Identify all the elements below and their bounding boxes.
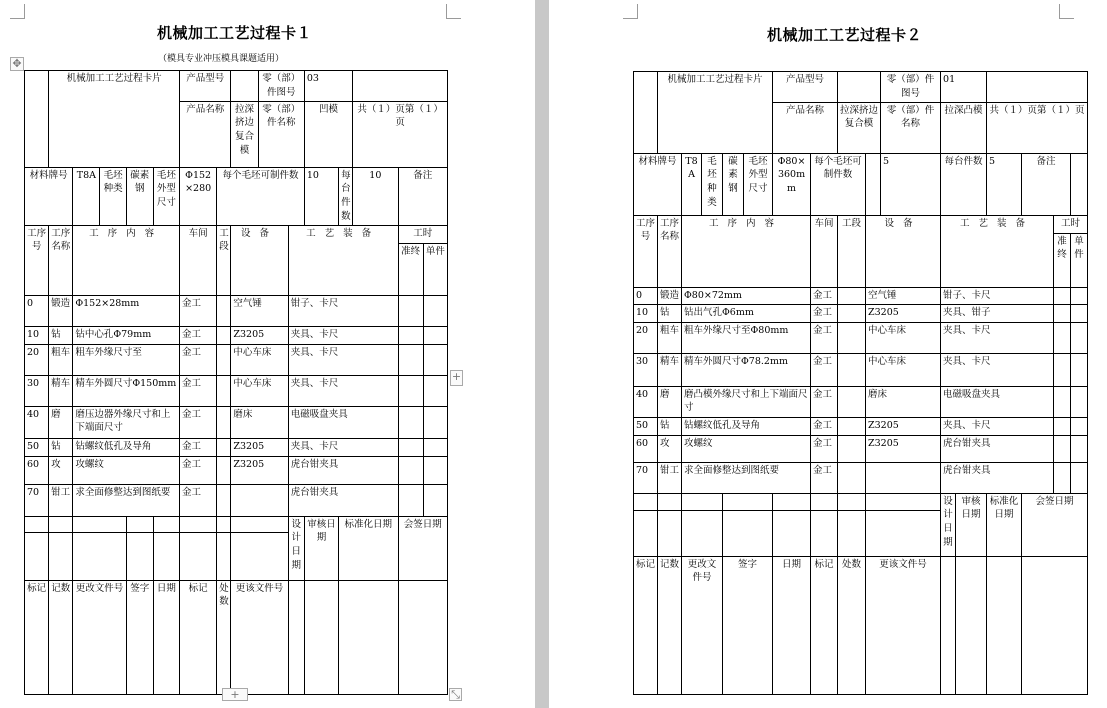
- table-row: [634, 417, 1088, 435]
- row-shop[interactable]: 金工: [811, 304, 838, 322]
- per-blank-value[interactable]: 5: [881, 153, 941, 215]
- row-fixture[interactable]: 夹具、钳子: [941, 304, 1054, 322]
- blank-size-value[interactable]: Φ152×280: [180, 167, 217, 225]
- row-section[interactable]: [217, 406, 231, 438]
- row-prep[interactable]: [1054, 386, 1071, 417]
- row-no[interactable]: 10: [634, 304, 658, 322]
- row-no[interactable]: 40: [634, 386, 658, 417]
- label-blank-size: 毛坯外型尺寸: [153, 167, 179, 225]
- row-name[interactable]: 精车: [49, 375, 73, 406]
- hdr-time: 工时: [1054, 215, 1088, 233]
- row-no[interactable]: 40: [25, 406, 49, 438]
- row-unit[interactable]: [1071, 417, 1088, 435]
- row-equip[interactable]: 空气锤: [866, 287, 941, 304]
- row-fixture[interactable]: 虎台钳夹具: [288, 456, 398, 484]
- hdr-section: 工段: [217, 225, 231, 295]
- part-drawing-value[interactable]: 01: [941, 72, 987, 103]
- document-page-2: [549, 0, 1107, 708]
- table-row: [634, 322, 1088, 353]
- label-remark: 备注: [398, 167, 448, 225]
- row-section[interactable]: [838, 304, 866, 322]
- table-resize-handle[interactable]: ⤡: [449, 688, 462, 701]
- row-content[interactable]: 攻螺纹: [73, 456, 180, 484]
- card-name: 机械加工工艺过程卡片: [658, 72, 773, 154]
- row-content[interactable]: Φ80×72mm: [682, 287, 811, 304]
- per-unit-value[interactable]: 10: [353, 167, 398, 225]
- row-content[interactable]: Φ152×28mm: [73, 295, 180, 326]
- row-fixture[interactable]: 夹具、卡尺: [288, 438, 398, 456]
- blank-cell: [353, 71, 448, 102]
- row-equip[interactable]: Z3205: [231, 456, 288, 484]
- row-fixture[interactable]: 夹具、卡尺: [941, 322, 1054, 353]
- table-row: [25, 344, 448, 375]
- label-per-unit: 每台件数: [339, 167, 353, 225]
- design-date: 设计日期: [288, 516, 304, 580]
- blank-type-value[interactable]: 碳素钢: [126, 167, 153, 225]
- row-content[interactable]: 钻中心孔Φ79mm: [73, 326, 180, 344]
- table-row: [25, 456, 448, 484]
- row-content[interactable]: 钻出气孔Φ6mm: [682, 304, 811, 322]
- label-product-name: 产品名称: [180, 101, 231, 167]
- row-fixture[interactable]: 钳子、卡尺: [288, 295, 398, 326]
- table-row: [25, 438, 448, 456]
- row-equip[interactable]: 中心车床: [231, 375, 288, 406]
- row-prep[interactable]: [1054, 322, 1071, 353]
- row-name[interactable]: 钻: [658, 417, 682, 435]
- row-prep[interactable]: [1054, 304, 1071, 322]
- row-content[interactable]: 钻螺纹低孔及导角: [73, 438, 180, 456]
- hdr-seq: 工序号: [634, 215, 658, 287]
- row-unit[interactable]: [423, 344, 447, 375]
- hdr-content: 工序内容: [73, 225, 180, 295]
- row-section[interactable]: [217, 326, 231, 344]
- row-name[interactable]: 钳工: [49, 484, 73, 516]
- table-move-handle[interactable]: ✥: [10, 57, 24, 71]
- card-name: 机械加工工艺过程卡片: [49, 71, 180, 168]
- label-blank-size: 毛坯外型尺寸: [744, 153, 773, 215]
- hdr-equip: 设备: [231, 225, 288, 295]
- row-prep[interactable]: [398, 375, 423, 406]
- product-model-value[interactable]: [231, 71, 258, 102]
- part-name-value[interactable]: 凹模: [304, 101, 352, 167]
- footer-change-doc-2: 更该文件号: [866, 556, 941, 694]
- row-name[interactable]: 粗车: [658, 322, 682, 353]
- row-equip[interactable]: 磨床: [866, 386, 941, 417]
- page-count: 共（１）页第（１）页: [987, 102, 1088, 153]
- row-prep[interactable]: [1054, 462, 1071, 493]
- row-name[interactable]: 磨: [49, 406, 73, 438]
- sign-date: 会签日期: [1022, 493, 1088, 556]
- row-no[interactable]: 0: [634, 287, 658, 304]
- row-equip[interactable]: [231, 484, 288, 516]
- label-material: 材料牌号: [25, 167, 73, 225]
- row-unit[interactable]: [1071, 353, 1088, 386]
- row-content[interactable]: 磨凸模外缘尺寸和上下端面尺寸: [682, 386, 811, 417]
- row-unit[interactable]: [1071, 386, 1088, 417]
- row-prep[interactable]: [398, 438, 423, 456]
- row-prep[interactable]: [398, 344, 423, 375]
- row-shop[interactable]: 金工: [180, 438, 217, 456]
- row-shop[interactable]: 金工: [811, 322, 838, 353]
- product-model-value[interactable]: [838, 72, 881, 103]
- standard-date: 标准化日期: [987, 493, 1022, 556]
- label-part-drawing: 零（部）件图号: [881, 72, 941, 103]
- row-equip[interactable]: Z3205: [866, 304, 941, 322]
- row-section[interactable]: [838, 322, 866, 353]
- blank-size-value[interactable]: Φ80×360mm: [773, 153, 811, 215]
- row-section[interactable]: [838, 353, 866, 386]
- row-unit[interactable]: [423, 375, 447, 406]
- row-name[interactable]: 钻: [658, 304, 682, 322]
- hdr-fixture: 工艺装备: [941, 215, 1054, 287]
- row-unit[interactable]: [423, 456, 447, 484]
- row-no[interactable]: 50: [25, 438, 49, 456]
- row-content[interactable]: 精车外圆尺寸Φ150mm: [73, 375, 180, 406]
- hdr-fixture: 工艺装备: [288, 225, 398, 295]
- row-no[interactable]: 30: [634, 353, 658, 386]
- row-content[interactable]: 求全面修整达到图纸要: [73, 484, 180, 516]
- hdr-prep: 准终: [1054, 233, 1071, 287]
- label-blank-type: 毛坯种类: [100, 167, 126, 225]
- table-row: [634, 435, 1088, 462]
- row-equip[interactable]: 空气锤: [231, 295, 288, 326]
- process-card-table-2: [633, 71, 1088, 695]
- hdr-name: 工序名称: [658, 215, 682, 287]
- row-equip[interactable]: 中心车床: [866, 322, 941, 353]
- row-unit[interactable]: [423, 326, 447, 344]
- product-name-value[interactable]: 拉深挤边复合模: [838, 102, 881, 153]
- label-material: 材料牌号: [634, 153, 682, 215]
- row-content[interactable]: 求全面修整达到图纸要: [682, 462, 811, 493]
- row-section[interactable]: [838, 386, 866, 417]
- table-row: [25, 295, 448, 326]
- margin-mark: [446, 4, 461, 19]
- blank-cell: [634, 72, 658, 154]
- row-name[interactable]: 攻: [658, 435, 682, 462]
- row-content[interactable]: 粗车外缘尺寸至: [73, 344, 180, 375]
- hdr-equip: 设备: [866, 215, 941, 287]
- row-unit[interactable]: [423, 438, 447, 456]
- hdr-prep: 准终: [398, 243, 423, 295]
- card-title: 机械加工工艺过程卡１: [157, 24, 313, 42]
- row-no[interactable]: 20: [25, 344, 49, 375]
- card-subtitle: （模具专业冲压模具课题适用）: [158, 54, 285, 64]
- row-no[interactable]: 30: [25, 375, 49, 406]
- row-name[interactable]: 钻: [49, 326, 73, 344]
- label-part-drawing: 零（部）件图号: [258, 71, 304, 102]
- row-unit[interactable]: [423, 406, 447, 438]
- margin-mark: [1059, 4, 1074, 19]
- footer-sign: 签字: [723, 556, 773, 694]
- footer-place: 处数: [838, 556, 866, 694]
- row-no[interactable]: 10: [25, 326, 49, 344]
- row-equip[interactable]: Z3205: [231, 326, 288, 344]
- row-section[interactable]: [838, 417, 866, 435]
- page-gap: [535, 0, 549, 708]
- row-name[interactable]: 精车: [658, 353, 682, 386]
- row-content[interactable]: 磨压边器外缘尺寸和上下端面尺寸: [73, 406, 180, 438]
- row-fixture[interactable]: 夹具、卡尺: [941, 417, 1054, 435]
- row-prep[interactable]: [398, 295, 423, 326]
- table-row: [25, 406, 448, 438]
- row-no[interactable]: 70: [634, 462, 658, 493]
- footer-mark: 标记: [634, 556, 658, 694]
- row-section[interactable]: [838, 462, 866, 493]
- row-equip[interactable]: 中心车床: [231, 344, 288, 375]
- label-blank-type: 毛坯种类: [702, 153, 723, 215]
- footer-count: 记数: [658, 556, 682, 694]
- row-name[interactable]: 锻造: [49, 295, 73, 326]
- hdr-seq: 工序号: [25, 225, 49, 295]
- row-fixture[interactable]: 夹具、卡尺: [288, 326, 398, 344]
- design-date: 设计日期: [941, 493, 956, 556]
- row-fixture[interactable]: 夹具、卡尺: [941, 353, 1054, 386]
- footer-change-doc: 更改文件号: [73, 580, 126, 694]
- footer-count: 记数: [49, 580, 73, 694]
- label-per-blank: 每个毛坯可制件数: [811, 153, 866, 215]
- row-no[interactable]: 50: [634, 417, 658, 435]
- margin-mark: [623, 4, 638, 19]
- row-section[interactable]: [217, 484, 231, 516]
- label-per-blank: 每个毛坯可制件数: [217, 167, 305, 225]
- row-fixture[interactable]: 虎台钳夹具: [941, 462, 1054, 493]
- footer-date: 日期: [773, 556, 811, 694]
- row-unit[interactable]: [423, 295, 447, 326]
- part-name-value[interactable]: 拉深凸模: [941, 102, 987, 153]
- footer-mark-2: 标记: [811, 556, 838, 694]
- hdr-unit: 单件: [423, 243, 447, 295]
- row-no[interactable]: 20: [634, 322, 658, 353]
- table-row: [634, 287, 1088, 304]
- blank-type-value[interactable]: 碳素钢: [723, 153, 744, 215]
- page-count: 共（１）页第（１）页: [353, 101, 448, 167]
- document-page-1: [0, 0, 535, 708]
- process-card-table-1: [24, 70, 448, 695]
- row-content[interactable]: 钻螺纹低孔及导角: [682, 417, 811, 435]
- footer-sign: 签字: [126, 580, 153, 694]
- hdr-workshop: 车间: [180, 225, 217, 295]
- row-section[interactable]: [217, 375, 231, 406]
- row-unit[interactable]: [1071, 462, 1088, 493]
- label-part-name: 零（部）件名称: [881, 102, 941, 153]
- row-fixture[interactable]: 虎台钳夹具: [941, 435, 1054, 462]
- row-unit[interactable]: [1071, 322, 1088, 353]
- row-shop[interactable]: 金工: [180, 326, 217, 344]
- row-prep[interactable]: [1054, 353, 1071, 386]
- footer-mark: 标记: [25, 580, 49, 694]
- row-shop[interactable]: 金工: [811, 417, 838, 435]
- row-unit[interactable]: [1071, 435, 1088, 462]
- row-shop[interactable]: 金工: [180, 344, 217, 375]
- row-section[interactable]: [217, 456, 231, 484]
- standard-date: 标准化日期: [339, 516, 398, 580]
- row-name[interactable]: 锻造: [658, 287, 682, 304]
- hdr-time: 工时: [398, 225, 448, 243]
- table-row: [25, 375, 448, 406]
- row-section[interactable]: [838, 435, 866, 462]
- row-fixture[interactable]: 电磁吸盘夹具: [288, 406, 398, 438]
- row-shop[interactable]: 金工: [180, 406, 217, 438]
- review-date: 审核日期: [304, 516, 338, 580]
- row-shop[interactable]: 金工: [811, 435, 838, 462]
- row-unit[interactable]: [1071, 287, 1088, 304]
- part-drawing-value[interactable]: 03: [304, 71, 352, 102]
- table-row: [634, 462, 1088, 493]
- table-row: [634, 353, 1088, 386]
- row-name[interactable]: 钻: [49, 438, 73, 456]
- hdr-section: 工段: [838, 215, 866, 287]
- row-section[interactable]: [838, 287, 866, 304]
- table-row: [25, 484, 448, 516]
- row-shop[interactable]: 金工: [180, 456, 217, 484]
- row-fixture[interactable]: 虎台钳夹具: [288, 484, 398, 516]
- hdr-name: 工序名称: [49, 225, 73, 295]
- table-row: [634, 304, 1088, 322]
- material-value[interactable]: T8A: [73, 167, 100, 225]
- row-prep[interactable]: [1054, 435, 1071, 462]
- row-prep[interactable]: [398, 326, 423, 344]
- row-shop[interactable]: 金工: [180, 375, 217, 406]
- row-no[interactable]: 60: [634, 435, 658, 462]
- row-prep[interactable]: [398, 484, 423, 516]
- row-equip[interactable]: Z3205: [231, 438, 288, 456]
- blank-cell: [25, 71, 49, 168]
- sign-date: 会签日期: [398, 516, 448, 580]
- row-fixture[interactable]: 钳子、卡尺: [941, 287, 1054, 304]
- table-row: [634, 386, 1088, 417]
- row-section[interactable]: [217, 295, 231, 326]
- row-no[interactable]: 70: [25, 484, 49, 516]
- margin-mark: [10, 4, 25, 19]
- row-name[interactable]: 攻: [49, 456, 73, 484]
- row-shop[interactable]: 金工: [180, 484, 217, 516]
- row-equip[interactable]: Z3205: [866, 435, 941, 462]
- blank-cell: [987, 72, 1088, 103]
- label-part-name: 零（部）件名称: [258, 101, 304, 167]
- hdr-content: 工序内容: [682, 215, 811, 287]
- review-date: 审核日期: [956, 493, 987, 556]
- row-equip[interactable]: 中心车床: [866, 353, 941, 386]
- footer-mark-2: 标记: [180, 580, 217, 694]
- row-prep[interactable]: [398, 406, 423, 438]
- row-unit[interactable]: [423, 484, 447, 516]
- row-unit[interactable]: [1071, 304, 1088, 322]
- label-product-model: 产品型号: [773, 72, 838, 103]
- table-row: [25, 326, 448, 344]
- row-prep[interactable]: [1054, 287, 1071, 304]
- label-product-model: 产品型号: [180, 71, 231, 102]
- hdr-workshop: 车间: [811, 215, 838, 287]
- row-fixture[interactable]: 电磁吸盘夹具: [941, 386, 1054, 417]
- row-shop[interactable]: 金工: [180, 295, 217, 326]
- row-content[interactable]: 攻螺纹: [682, 435, 811, 462]
- row-section[interactable]: [217, 438, 231, 456]
- row-content[interactable]: 精车外圆尺寸Φ78.2mm: [682, 353, 811, 386]
- footer-change-doc: 更改文件号: [682, 556, 723, 694]
- row-fixture[interactable]: 夹具、卡尺: [288, 344, 398, 375]
- footer-place: 处数: [217, 580, 231, 694]
- footer-date: 日期: [153, 580, 179, 694]
- add-row-button[interactable]: +: [222, 688, 248, 701]
- row-name[interactable]: 钳工: [658, 462, 682, 493]
- row-fixture[interactable]: 夹具、卡尺: [288, 375, 398, 406]
- row-name[interactable]: 磨: [658, 386, 682, 417]
- row-shop[interactable]: 金工: [811, 386, 838, 417]
- row-equip[interactable]: 磨床: [231, 406, 288, 438]
- row-name[interactable]: 粗车: [49, 344, 73, 375]
- per-blank-value[interactable]: 10: [304, 167, 338, 225]
- product-name-value[interactable]: 拉深挤边复合模: [231, 101, 258, 167]
- footer-change-doc-2: 更该文件号: [231, 580, 288, 694]
- material-value[interactable]: T8A: [682, 153, 702, 215]
- row-prep[interactable]: [398, 456, 423, 484]
- row-shop[interactable]: 金工: [811, 462, 838, 493]
- row-no[interactable]: 0: [25, 295, 49, 326]
- row-prep[interactable]: [1054, 417, 1071, 435]
- label-per-unit: 每台件数: [941, 153, 987, 215]
- add-column-button[interactable]: +: [450, 370, 463, 386]
- row-content[interactable]: 粗车外缘尺寸至Φ80mm: [682, 322, 811, 353]
- card-title: 机械加工工艺过程卡２: [767, 26, 923, 44]
- row-section[interactable]: [217, 344, 231, 375]
- row-no[interactable]: 60: [25, 456, 49, 484]
- per-unit-value[interactable]: 5: [987, 153, 1022, 215]
- label-remark: 备注: [1022, 153, 1071, 215]
- hdr-unit: 单件: [1071, 233, 1088, 287]
- row-shop[interactable]: 金工: [811, 287, 838, 304]
- label-product-name: 产品名称: [773, 102, 838, 153]
- row-equip[interactable]: [866, 462, 941, 493]
- row-equip[interactable]: Z3205: [866, 417, 941, 435]
- row-shop[interactable]: 金工: [811, 353, 838, 386]
